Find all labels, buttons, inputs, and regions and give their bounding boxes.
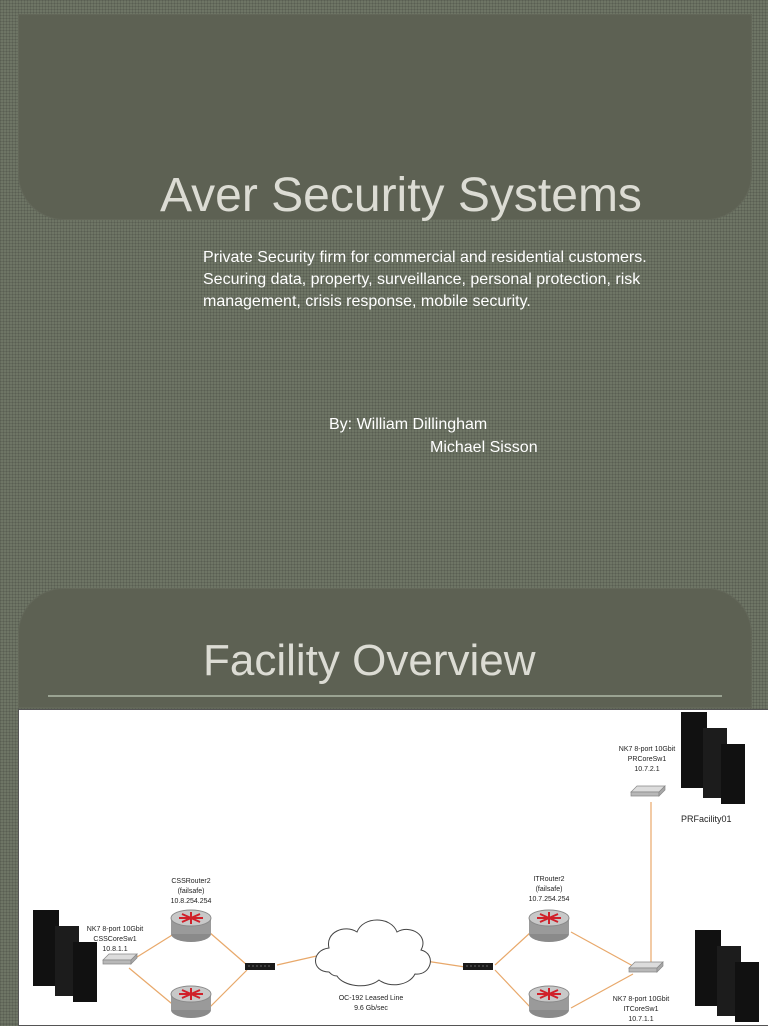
leased-line-label-name: OC-192 Leased Line [338,995,404,1002]
it-switch-label-ip: 10.7.1.1 [628,1016,654,1023]
css-router-label-name: CSSRouter2 [171,878,211,885]
leased-line-label-speed: 9.6 Gb/sec [354,1005,388,1012]
section-title: Facility Overview [203,636,536,685]
network-diagram [18,709,768,1026]
it-core-switch-icon [629,962,663,972]
leased-line-cloud-icon [316,920,431,986]
css-facility-building-icon [33,910,97,1002]
pr-switch-label-ip: 10.7.2.1 [634,766,660,773]
it-router-icon [529,910,569,942]
pr-facility-building-icon [681,712,745,804]
it-edge-hub-icon [463,963,493,970]
pr-core-switch-icon [631,786,665,796]
it-switch-label-model: NK7 8-port 10Gbit [612,996,670,1003]
css-router-icon [171,910,211,942]
it-switch-label-name: ITCoreSw1 [623,1006,659,1013]
it-router-label-ip: 10.7.254.254 [528,896,570,903]
pr-facility-label: PRFacility01 [681,814,732,824]
pr-switch-label-model: NK7 8-port 10Gbit [618,746,676,753]
css-router-label-ip: 10.8.254.254 [170,898,212,905]
title-underline [48,695,722,697]
css-router-label-role: (failsafe) [177,888,205,895]
css-core-switch-icon [103,954,137,964]
css-switch-label-ip: 10.8.1.1 [102,946,128,953]
it-router-secondary-icon [529,986,569,1018]
css-edge-hub-icon [245,963,275,970]
css-switch-label-model: NK7 8-port 10Gbit [86,926,144,933]
second-author: Michael Sisson [430,439,538,456]
author-line: By: William Dillingham [329,416,488,433]
pr-switch-label-name: PRCoreSw1 [627,756,667,763]
network-diagram-canvas [19,710,768,1025]
company-description: Private Security firm for commercial and residential customers. Securing data, property, surveillance, personal protection, risk management, crisis response, mobile security. [203,249,647,310]
css-switch-label-name: CSSCoreSw1 [93,936,137,943]
css-router-secondary-icon [171,986,211,1018]
it-router-label-role: (failsafe) [535,886,563,893]
it-facility-building-icon [695,930,759,1022]
slide-title: Aver Security Systems [160,169,642,222]
it-router-label-name: ITRouter2 [533,876,565,883]
